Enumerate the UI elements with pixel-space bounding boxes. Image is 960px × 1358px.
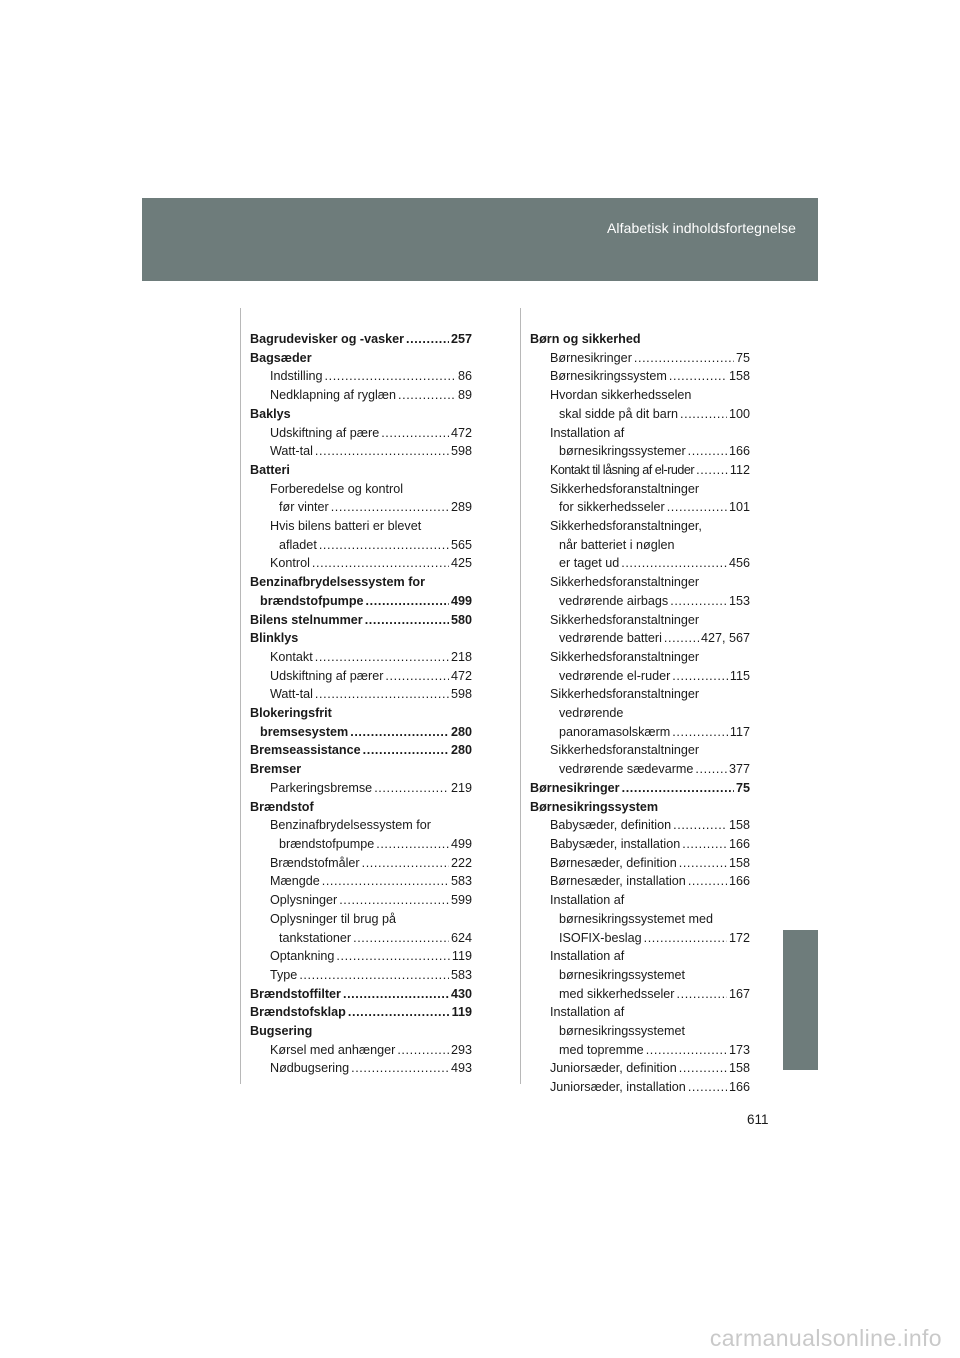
left-column-rule bbox=[240, 308, 241, 1084]
entry-page: 427, 567 bbox=[700, 631, 750, 646]
dot-leader bbox=[312, 554, 449, 573]
index-entry bbox=[530, 424, 750, 443]
index-entry bbox=[530, 779, 750, 798]
index-entry bbox=[530, 685, 750, 704]
dot-leader bbox=[315, 685, 449, 704]
entry-label: Nødbugsering bbox=[270, 1061, 350, 1076]
dot-leader bbox=[374, 779, 449, 798]
entry-label: vedrørende batteri bbox=[559, 631, 662, 646]
entry-page: 166 bbox=[728, 1080, 750, 1095]
entry-label: Watt-tal bbox=[270, 444, 313, 459]
entry-label: skal sidde på dit barn bbox=[559, 406, 679, 421]
dot-leader bbox=[646, 1041, 727, 1060]
index-entry bbox=[250, 966, 472, 985]
dot-leader bbox=[343, 985, 449, 1004]
index-entry bbox=[250, 498, 472, 517]
entry-label: Juniorsæder, definition bbox=[550, 1061, 677, 1076]
dot-leader bbox=[336, 947, 450, 966]
entry-label: brændstofpumpe bbox=[260, 593, 364, 608]
index-entry bbox=[250, 554, 472, 573]
index-entry bbox=[250, 816, 472, 835]
entry-page: 377 bbox=[728, 762, 750, 777]
entry-page: 425 bbox=[450, 556, 472, 571]
entry-label: Sikkerhedsforanstaltninger bbox=[550, 481, 700, 496]
dot-leader bbox=[339, 891, 449, 910]
index-entry bbox=[250, 386, 472, 405]
entry-label: Oplysninger til brug på bbox=[270, 911, 397, 926]
entry-label: Brændstoffilter bbox=[250, 986, 341, 1001]
entry-page: 472 bbox=[450, 425, 472, 440]
index-entry bbox=[250, 741, 472, 760]
entry-label: Benzinafbrydelsessystem for bbox=[270, 818, 431, 833]
index-entry bbox=[530, 947, 750, 966]
index-column-left bbox=[250, 330, 472, 1078]
entry-label: vedrørende bbox=[559, 706, 624, 721]
dot-leader bbox=[397, 1041, 449, 1060]
entry-label: børnesikringssystemet bbox=[559, 967, 685, 982]
index-entry bbox=[250, 442, 472, 461]
index-entry bbox=[250, 1059, 472, 1078]
index-entry bbox=[250, 611, 472, 630]
entry-label: afladet bbox=[279, 537, 317, 552]
entry-label: Bilens stelnummer bbox=[250, 612, 363, 627]
index-entry bbox=[530, 367, 750, 386]
index-entry bbox=[530, 741, 750, 760]
entry-page: 493 bbox=[450, 1061, 472, 1076]
index-entry bbox=[530, 723, 750, 742]
entry-label: Sikkerhedsforanstaltninger bbox=[550, 575, 700, 590]
entry-label: Brændstofmåler bbox=[270, 855, 360, 870]
index-entry bbox=[250, 704, 472, 723]
dot-leader bbox=[385, 667, 449, 686]
index-entry bbox=[250, 330, 472, 349]
entry-page: 598 bbox=[450, 444, 472, 459]
entry-page: 153 bbox=[728, 593, 750, 608]
entry-label: ISOFIX-beslag bbox=[559, 930, 642, 945]
index-entry bbox=[530, 554, 750, 573]
dot-leader bbox=[376, 835, 449, 854]
entry-label: Installation af bbox=[550, 893, 625, 908]
dot-leader bbox=[353, 929, 449, 948]
index-entry bbox=[250, 367, 472, 386]
entry-label: Benzinafbrydelsessystem for bbox=[250, 575, 425, 590]
index-entry bbox=[530, 929, 750, 948]
entry-page: 599 bbox=[450, 893, 472, 908]
entry-page: 158 bbox=[728, 369, 750, 384]
entry-label: Kontrol bbox=[270, 556, 310, 571]
entry-page: 86 bbox=[457, 369, 472, 384]
entry-label: Kørsel med anhænger bbox=[270, 1042, 396, 1057]
entry-label: Hvis bilens batteri er blevet bbox=[270, 519, 422, 534]
dot-leader bbox=[331, 498, 449, 517]
entry-page: 158 bbox=[728, 1061, 750, 1076]
dot-leader bbox=[672, 723, 728, 742]
dot-leader bbox=[381, 424, 449, 443]
index-entry bbox=[250, 349, 472, 368]
entry-label: Nedklapning af ryglæn bbox=[270, 388, 397, 403]
entry-label: før vinter bbox=[279, 500, 329, 515]
entry-label: Børnesikringssystem bbox=[550, 369, 667, 384]
dot-leader bbox=[315, 648, 449, 667]
entry-page: 289 bbox=[450, 500, 472, 515]
entry-page: 598 bbox=[450, 687, 472, 702]
index-entry bbox=[250, 760, 472, 779]
entry-label: Sikkerhedsforanstaltninger, bbox=[550, 519, 702, 534]
entry-label: Juniorsæder, installation bbox=[550, 1080, 686, 1095]
index-entry bbox=[530, 760, 750, 779]
index-entry bbox=[250, 517, 472, 536]
entry-label: med topremme bbox=[559, 1042, 644, 1057]
index-entry bbox=[250, 929, 472, 948]
index-entry bbox=[530, 872, 750, 891]
index-entry bbox=[530, 573, 750, 592]
entry-page: 100 bbox=[728, 406, 750, 421]
entry-label: Sikkerhedsforanstaltninger bbox=[550, 612, 700, 627]
dot-leader bbox=[695, 760, 727, 779]
index-entry bbox=[530, 517, 750, 536]
entry-page: 219 bbox=[450, 780, 472, 795]
entry-page: 166 bbox=[728, 836, 750, 851]
dot-leader bbox=[299, 966, 449, 985]
index-column-right bbox=[530, 330, 750, 1097]
dot-leader bbox=[319, 536, 449, 555]
index-entry bbox=[530, 704, 750, 723]
dot-leader bbox=[622, 779, 734, 798]
index-entry bbox=[250, 592, 472, 611]
entry-page: 430 bbox=[450, 986, 472, 1001]
index-entry bbox=[250, 1022, 472, 1041]
entry-label: Installation af bbox=[550, 425, 625, 440]
entry-label: Blokeringsfrit bbox=[250, 706, 332, 721]
dot-leader bbox=[362, 854, 449, 873]
dot-leader bbox=[670, 592, 727, 611]
entry-page: 166 bbox=[728, 874, 750, 889]
entry-label: for sikkerhedsseler bbox=[559, 500, 665, 515]
entry-label: børnesikringssystemet bbox=[559, 1024, 685, 1039]
dot-leader bbox=[644, 929, 727, 948]
index-entry bbox=[250, 947, 472, 966]
index-entry bbox=[250, 629, 472, 648]
index-entry bbox=[530, 611, 750, 630]
dot-leader bbox=[350, 723, 449, 742]
entry-label: Hvordan sikkerhedsselen bbox=[550, 388, 692, 403]
entry-page: 117 bbox=[729, 724, 750, 739]
entry-label: Børnesikringer bbox=[530, 780, 620, 795]
entry-page: 583 bbox=[450, 967, 472, 982]
index-entry bbox=[250, 854, 472, 873]
index-entry bbox=[250, 723, 472, 742]
entry-label: Parkeringsbremse bbox=[270, 780, 373, 795]
index-entry bbox=[530, 536, 750, 555]
entry-page: 499 bbox=[450, 836, 472, 851]
index-entry bbox=[530, 891, 750, 910]
entry-page: 119 bbox=[451, 949, 472, 964]
dot-leader bbox=[688, 442, 727, 461]
entry-page: 218 bbox=[450, 649, 472, 664]
index-entry bbox=[250, 573, 472, 592]
entry-label: brændstofpumpe bbox=[279, 836, 375, 851]
entry-page: 158 bbox=[728, 855, 750, 870]
entry-label: Baklys bbox=[250, 406, 291, 421]
index-entry bbox=[530, 629, 750, 648]
index-entry bbox=[530, 1022, 750, 1041]
index-entry bbox=[530, 442, 750, 461]
entry-label: børnesikringssystemet med bbox=[559, 911, 713, 926]
dot-leader bbox=[696, 461, 728, 480]
dot-leader bbox=[398, 386, 456, 405]
entry-label: med sikkerhedsseler bbox=[559, 986, 675, 1001]
dot-leader bbox=[672, 667, 728, 686]
index-entry bbox=[250, 461, 472, 480]
index-entry bbox=[530, 1003, 750, 1022]
index-entry bbox=[530, 1059, 750, 1078]
dot-leader bbox=[688, 1078, 727, 1097]
entry-label: bremsesystem bbox=[260, 724, 349, 739]
index-entry bbox=[250, 667, 472, 686]
entry-label: Mængde bbox=[270, 874, 320, 889]
entry-label: vedrørende sædevarme bbox=[559, 762, 694, 777]
entry-label: Optankning bbox=[270, 949, 335, 964]
index-entry bbox=[250, 424, 472, 443]
entry-page: 173 bbox=[728, 1042, 750, 1057]
index-entry bbox=[250, 910, 472, 929]
chapter-tab bbox=[783, 930, 818, 1070]
entry-label: Bagsæder bbox=[250, 350, 312, 365]
index-entry bbox=[530, 966, 750, 985]
entry-page: 89 bbox=[457, 388, 472, 403]
dot-leader bbox=[669, 367, 727, 386]
dot-leader bbox=[363, 741, 449, 760]
page-number: 611 bbox=[747, 1112, 769, 1127]
index-entry bbox=[530, 648, 750, 667]
dot-leader bbox=[621, 554, 727, 573]
entry-page: 565 bbox=[450, 537, 472, 552]
entry-label: Sikkerhedsforanstaltninger bbox=[550, 743, 700, 758]
index-entry bbox=[530, 835, 750, 854]
entry-page: 499 bbox=[450, 593, 472, 608]
entry-label: Oplysninger bbox=[270, 893, 338, 908]
index-entry bbox=[530, 461, 750, 480]
dot-leader bbox=[667, 498, 727, 517]
dot-leader bbox=[677, 985, 727, 1004]
entry-label: Blinklys bbox=[250, 631, 299, 646]
entry-page: 115 bbox=[729, 668, 750, 683]
entry-page: 624 bbox=[450, 930, 472, 945]
entry-page: 583 bbox=[450, 874, 472, 889]
index-entry bbox=[530, 405, 750, 424]
entry-page: 293 bbox=[450, 1042, 472, 1057]
dot-leader bbox=[351, 1059, 449, 1078]
entry-label: Indstilling bbox=[270, 369, 323, 384]
index-entry bbox=[530, 1078, 750, 1097]
entry-page: 119 bbox=[451, 1005, 472, 1020]
entry-label: Babysæder, definition bbox=[550, 818, 672, 833]
dot-leader bbox=[366, 592, 449, 611]
entry-label: Kontakt bbox=[270, 649, 313, 664]
entry-label: Brændstofsklap bbox=[250, 1005, 346, 1020]
entry-label: Børnesæder, definition bbox=[550, 855, 677, 870]
dot-leader bbox=[322, 872, 449, 891]
dot-leader bbox=[679, 854, 727, 873]
index-entry bbox=[530, 592, 750, 611]
section-title: Alfabetisk indholdsfortegnelse bbox=[606, 220, 796, 236]
entry-label: tankstationer bbox=[279, 930, 352, 945]
entry-label: vedrørende el-ruder bbox=[559, 668, 671, 683]
dot-leader bbox=[365, 611, 449, 630]
index-entry bbox=[250, 985, 472, 1004]
index-entry bbox=[530, 854, 750, 873]
index-entry bbox=[250, 536, 472, 555]
index-entry bbox=[530, 349, 750, 368]
index-entry bbox=[530, 798, 750, 817]
index-entry bbox=[530, 1041, 750, 1060]
entry-page: 158 bbox=[728, 818, 750, 833]
entry-label: er taget ud bbox=[559, 556, 620, 571]
entry-label: Brændstof bbox=[250, 799, 314, 814]
index-entry bbox=[250, 405, 472, 424]
index-entry bbox=[530, 498, 750, 517]
entry-page: 112 bbox=[729, 462, 750, 477]
index-entry bbox=[530, 480, 750, 499]
entry-label: Børnesæder, installation bbox=[550, 874, 686, 889]
entry-page: 280 bbox=[450, 724, 472, 739]
index-entry bbox=[530, 386, 750, 405]
index-entry bbox=[530, 330, 750, 349]
dot-leader bbox=[688, 872, 727, 891]
entry-label: Installation af bbox=[550, 949, 625, 964]
entry-label: Batteri bbox=[250, 462, 290, 477]
entry-label: når batteriet i nøglen bbox=[559, 537, 675, 552]
entry-label: Bremser bbox=[250, 762, 302, 777]
entry-label: Forberedelse og kontrol bbox=[270, 481, 404, 496]
dot-leader bbox=[634, 349, 734, 368]
entry-page: 172 bbox=[728, 930, 750, 945]
dot-leader bbox=[348, 1003, 450, 1022]
entry-label: Sikkerhedsforanstaltninger bbox=[550, 649, 700, 664]
index-entry bbox=[250, 685, 472, 704]
entry-page: 472 bbox=[450, 668, 472, 683]
entry-page: 257 bbox=[450, 332, 472, 346]
entry-label: Kontakt til låsning af el-ruder bbox=[550, 462, 695, 477]
index-entry bbox=[530, 910, 750, 929]
entry-label: Type bbox=[270, 967, 298, 982]
index-entry bbox=[250, 480, 472, 499]
entry-page: 101 bbox=[728, 500, 750, 515]
entry-label: Sikkerhedsforanstaltninger bbox=[550, 687, 700, 702]
entry-label: Bagrudevisker og -vasker bbox=[250, 332, 404, 346]
entry-label: børnesikringssystemer bbox=[559, 444, 686, 459]
dot-leader bbox=[682, 835, 727, 854]
entry-label: Installation af bbox=[550, 1005, 625, 1020]
index-entry bbox=[530, 816, 750, 835]
index-entry bbox=[250, 872, 472, 891]
index-entry bbox=[530, 985, 750, 1004]
entry-page: 167 bbox=[728, 986, 750, 1001]
watermark: carmanualsonline.info bbox=[709, 1325, 942, 1351]
entry-page: 75 bbox=[735, 780, 750, 795]
index-entry bbox=[250, 1003, 472, 1022]
entry-page: 75 bbox=[735, 350, 750, 365]
right-column-rule bbox=[520, 308, 521, 1084]
dot-leader bbox=[406, 330, 449, 349]
entry-page: 222 bbox=[450, 855, 472, 870]
index-entry bbox=[250, 891, 472, 910]
entry-label: panoramasolskærm bbox=[559, 724, 671, 739]
dot-leader bbox=[680, 405, 727, 424]
entry-page: 580 bbox=[450, 612, 472, 627]
entry-page: 456 bbox=[728, 556, 750, 571]
dot-leader bbox=[315, 442, 449, 461]
index-entry bbox=[250, 648, 472, 667]
entry-label: Babysæder, installation bbox=[550, 836, 681, 851]
entry-label: Bugsering bbox=[250, 1024, 313, 1039]
index-entry bbox=[250, 1041, 472, 1060]
entry-page: 166 bbox=[728, 444, 750, 459]
index-entry bbox=[250, 779, 472, 798]
dot-leader bbox=[325, 367, 456, 386]
entry-label: Børn og sikkerhed bbox=[530, 332, 641, 346]
entry-label: Udskiftning af pærer bbox=[270, 668, 384, 683]
entry-label: vedrørende airbags bbox=[559, 593, 669, 608]
entry-label: Børnesikringssystem bbox=[530, 799, 659, 814]
header-band bbox=[142, 198, 818, 281]
entry-label: Udskiftning af pære bbox=[270, 425, 380, 440]
dot-leader bbox=[679, 1059, 727, 1078]
entry-label: Watt-tal bbox=[270, 687, 313, 702]
entry-page: 280 bbox=[450, 743, 472, 758]
entry-label: Bremseassistance bbox=[250, 743, 361, 758]
dot-leader bbox=[673, 816, 727, 835]
index-entry bbox=[250, 798, 472, 817]
dot-leader bbox=[664, 629, 699, 648]
entry-label: Børnesikringer bbox=[550, 350, 632, 365]
index-entry bbox=[530, 667, 750, 686]
index-entry bbox=[250, 835, 472, 854]
